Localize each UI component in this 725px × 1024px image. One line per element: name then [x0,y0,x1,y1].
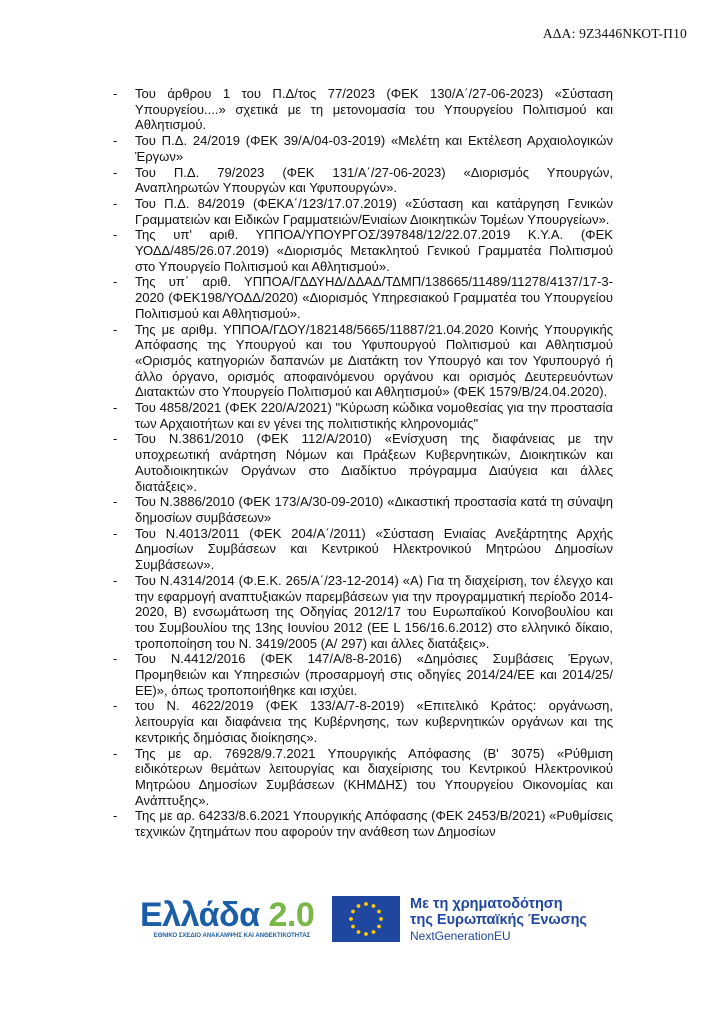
list-item: - Του Ν.4013/2011 (ΦΕΚ 204/Α΄/2011) «Σύσταση Ενιαίας Ανεξάρτητης Αρχής Δημοσίων Συμβάσεων και Κεντρικού Ηλεκτρονικού Μητρώου Δημοσίων Συμβάσεων». [113,526,613,573]
eu-star [364,902,368,906]
list-item: - Του Ν.4314/2014 (Φ.Ε.Κ. 265/Α΄/23-12-2014) «Α) Για τη διαχείριση, τον έλεγχο και την εφαρμογή αναπτυξιακών παρεμβάσεων για την προγραμματική περίοδο 2014-2020, Β) ενσωμάτωση της Οδηγίας 2012/17 του Ευρωπαϊκού Κοινοβουλίου και του Συμβουλίου της 13ης Ιουνίου 2012 (EE L 156/16.6.2012) στο ελληνικό δίκαιο, τροποποίηση του Ν. 3419/2005 (Α/ 297) και άλλες διατάξεις». [113,573,613,652]
list-item: - Του Π.Δ. 24/2019 (ΦΕΚ 39/Α/04-03-2019) «Μελέτη και Εκτέλεση Αρχαιολογικών Έργων» [113,133,613,164]
list-item: - Της με αριθμ. ΥΠΠΟΑ/ΓΔΟΥ/182148/5665/11887/21.04.2020 Κοινής Υπουργικής Απόφασης της Υπουργού και του Υφυπουργού Πολιτισμού και Αθλητισμού «Ορισμός κατηγοριών δαπανών με Διατάκτη τον Υπουργό και τον Υφυπουργό ή άλλο όργανο, ορισμός αποφαινόμενου οργάνου και ορισμός Δευτερευόντων Διατακτών στο Υπουργείο Πολιτισμού και Αθλητισμού» (ΦΕΚ 1579/Β/24.04.2020). [113,322,613,401]
list-item: - Του Ν.4412/2016 (ΦΕΚ 147/Α/8-8-2016) «Δημόσιες Συμβάσεις Έργων, Προμηθειών και Υπηρεσιών (προσαρμογή στις οδηγίες 2014/24/ΕΕ και 2014/25/ΕΕ)», όπως τροποποιήθηκε και ισχύει. [113,651,613,698]
list-item: - Της με αρ. 64233/8.6.2021 Υπουργικής Απόφασης (ΦΕΚ 2453/Β/2021) «Ρυθμίσεις τεχνικών ζητημάτων που αφορούν την ανάθεση των Δημοσίων [113,808,613,839]
eu-star [379,917,383,921]
legal-references-list [113,86,613,840]
eu-star [351,925,355,929]
greece-2-0-logo [140,895,330,945]
eu-nextgen-label: NextGenerationEU [410,929,511,943]
ada-code: ΑΔΑ: 9Z3446ΝΚΟΤ-Π10 [542,26,687,41]
eu-funding-line2: της Ευρωπαϊκής Ένωσης [410,912,587,928]
logo-main-text: Ελλάδα [140,896,260,934]
list-item: - Του άρθρου 1 του Π.Δ/τος 77/2023 (ΦΕΚ 130/Α΄/27-06-2023) «Σύσταση Υπουργείου....» σχετικά με τη μετονομασία του Υπουργείου Πολιτισμού και Αθλητισμού. [113,86,613,133]
logo-version-text: 2.0 [268,896,315,934]
eu-star [372,904,376,908]
list-item: - Της με αρ. 76928/9.7.2021 Υπουργικής Απόφασης (Β' 3075) «Ρύθμιση ειδικότερων θεμάτων λειτουργίας και διαχείρισης του Κεντρικού Ηλεκτρονικού Μητρώου Δημοσίων Συμβάσεων (ΚΗΜΔΗΣ) του Υπουργείου Οικονομίας και Ανάπτυξης». [113,746,613,809]
funding-footer [140,895,590,945]
eu-star [357,904,361,908]
list-item: - Του Ν.3861/2010 (ΦΕΚ 112/Α/2010) «Ενίσχυση της διαφάνειας με την υποχρεωτική ανάρτηση Νόμων και Πράξεων Κυβερνητικών, Διοικητικών και Αυτοδιοικητικών Οργάνων στο Διαδίκτυο πρόγραμμα Διαύγεια και άλλες διατάξεις». [113,431,613,494]
list-item: - Του Π.Δ. 84/2019 (ΦΕΚΑ΄/123/17.07.2019) «Σύσταση και κατάργηση Γενικών Γραμματειών και Ειδικών Γραμματειών/Ενιαίων Διοικητικών Τομέων Υπουργείων». [113,196,613,227]
list-item: - Της υπ΄ αριθ. ΥΠΠΟΑ/ΓΔΔΥΗΔ/ΔΔΑΔ/ΤΔΜΠ/138665/11489/11278/4137/17-3-2020 (ΦΕΚ198/ΥΟΔΔ/2020) «Διορισμός Υπηρεσιακού Γραμματέα του Υπουργείου Πολιτισμού και Αθλητισμού». [113,274,613,321]
list-item: - του Ν. 4622/2019 (ΦΕΚ 133/Α/7-8-2019) «Επιτελικό Κράτος: οργάνωση, λειτουργία και διαφάνεια της Κυβέρνησης, των κυβερνητικών οργάνων και της κεντρικής δημόσιας διοίκησης». [113,698,613,745]
eu-flag-icon [332,896,400,942]
eu-funding-badge [332,895,590,945]
eu-funding-line1: Με τη χρηματοδότηση [410,896,563,912]
eu-star [372,930,376,934]
eu-star [377,910,381,914]
eu-star [349,917,353,921]
list-item: - Του Ν.3886/2010 (ΦΕΚ 173/Α/30-09-2010) «Δικαστική προστασία κατά τη σύναψη δημοσίων συμβάσεων» [113,494,613,525]
eu-star [364,932,368,936]
list-item: - Του 4858/2021 (ΦΕΚ 220/Α/2021) "Κύρωση κώδικα νομοθεσίας για την προστασία των Αρχαιοτήτων και εν γένει της πολιτιστικής κληρονομιάς" [113,400,613,431]
list-item: - Του Π.Δ. 79/2023 (ΦΕΚ 131/Α΄/27-06-2023) «Διορισμός Υπουργών, Αναπληρωτών Υπουργών και Υφυπουργών». [113,165,613,196]
eu-star [357,930,361,934]
eu-star [377,925,381,929]
logo-subtitle: ΕΘΝΙΚΟ ΣΧΕΔΙΟ ΑΝΑΚΑΜΨΗΣ ΚΑΙ ΑΝΘΕΚΤΙΚΟΤΗΤΑΣ [153,933,311,939]
eu-star [351,910,355,914]
list-item: - Της υπ' αριθ. ΥΠΠΟΑ/ΥΠΟΥΡΓΟΣ/397848/12/22.07.2019 Κ.Υ.Α. (ΦΕΚ ΥΟΔΔ/485/26.07.2019) «Διορισμός Μετακλητού Γενικού Γραμματέα Πολιτισμού στο Υπουργείο Πολιτισμού και Αθλητισμού». [113,227,613,274]
